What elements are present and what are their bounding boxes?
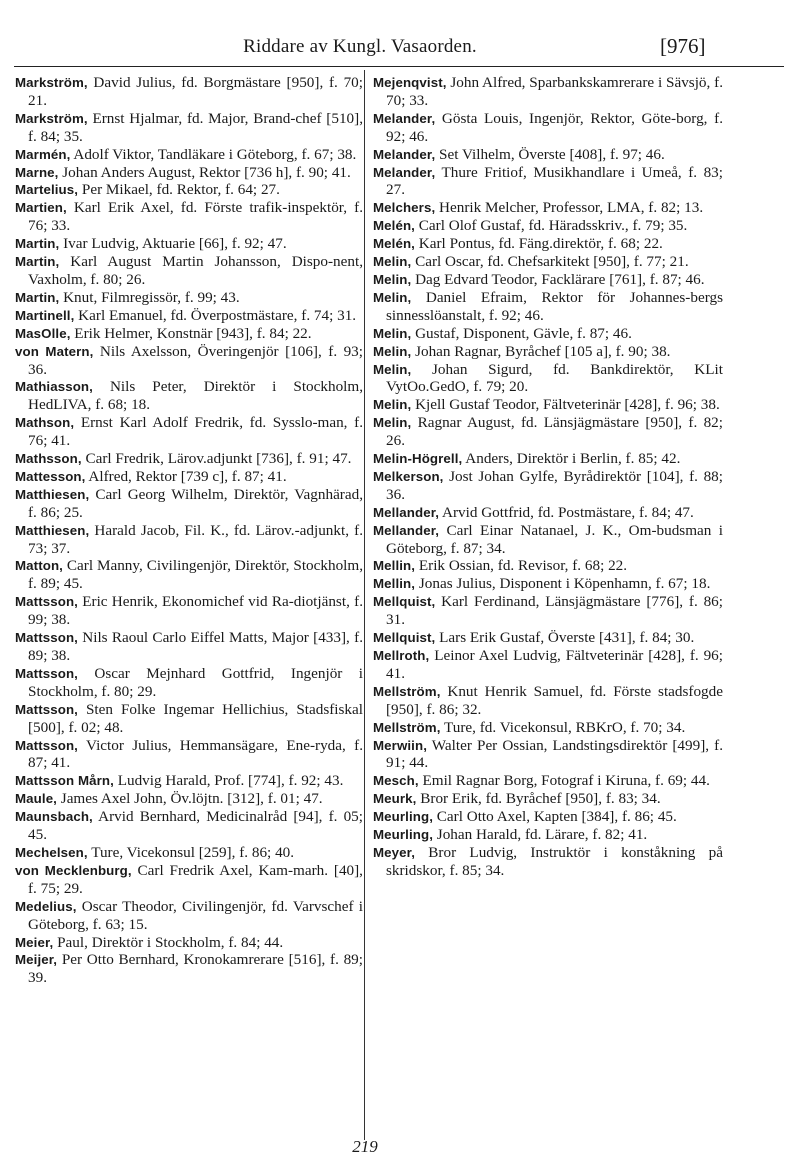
register-entry [15,557,363,593]
entry-details: Carl Georg Wilhelm, Direktör, Vagnhärad, f. 86; 25. [28,485,363,521]
register-entry [15,146,363,164]
entry-details: Erik Helmer, Konstnär [943], f. 84; 22. [70,324,312,342]
register-entry [373,647,723,683]
entry-surname: Meijer, [15,952,58,968]
entry-details: Adolf Viktor, Tandläkare i Göteborg, f. 67; 38. [70,145,357,163]
entry-details: Karl Ferdinand, Länsjägmästare [776], f. 86; 31. [386,593,723,629]
entry-details: Karl Erik Axel, fd. Förste trafik-inspektör, f. 76; 33. [28,199,363,235]
register-entry [15,844,363,862]
entry-details: Arvid Gottfrid, fd. Postmästare, f. 84; 47. [439,503,694,521]
entry-details: Gösta Louis, Ingenjör, Rektor, Göte-borg, f. 92; 46. [386,109,723,145]
register-entry [15,701,363,737]
running-header-title: Riddare av Kungl. Vasaorden. [243,36,477,57]
entry-surname: Mellin, [373,558,416,574]
register-entry [15,898,363,934]
entry-details: Bror Ludvig, Instruktör i konståkning på skridskor, f. 85; 34. [386,843,723,879]
entry-surname: Mellin, [373,576,416,592]
register-entry [373,772,723,790]
entry-surname: Meurling, [373,809,433,825]
entry-details: Per Otto Bernhard, Kronokamrerare [516], f. 89; 39. [28,951,363,987]
entry-surname: Martin, [15,289,60,305]
entry-surname: Marne, [15,164,59,180]
entry-details: Carl Einar Natanael, J. K., Om-budsman i Göteborg, f. 87; 34. [386,521,723,557]
entry-details: Jonas Julius, Disponent i Köpenhamn, f. 67; 18. [415,575,711,593]
entry-surname: Mattsson, [15,665,78,681]
register-entry [15,665,363,701]
entry-details: Alfred, Rektor [739 c], f. 87; 41. [85,467,287,485]
entry-details: Victor Julius, Hemmansägare, Ene-ryda, f. 87; 41. [28,736,363,772]
register-entry [373,110,723,146]
entry-surname: Markström, [15,110,88,126]
register-entry [15,593,363,629]
entry-surname: Mattsson, [15,630,78,646]
register-entry [15,199,363,235]
entry-details: Ernst Hjalmar, fd. Major, Brand-chef [510], f. 84; 35. [28,109,363,145]
register-entry [15,181,363,199]
page-number: 219 [352,1137,378,1156]
entry-details: Thure Fritiof, Musikhandlare i Umeå, f. 83; 27. [386,163,723,199]
entry-surname: Mathsson, [15,451,82,467]
entry-surname: Melin, [373,325,412,341]
entry-details: Ture, Vicekonsul [259], f. 86; 40. [87,843,295,861]
entry-surname: Melin, [373,289,412,305]
entry-surname: Matton, [15,558,63,574]
entry-surname: Mesch, [373,773,419,789]
entry-surname: Matthiesen, [15,486,90,502]
register-entry [15,378,363,414]
entry-details: Arvid Bernhard, Medicinalråd [94], f. 05; 45. [28,808,363,844]
entry-surname: Medelius, [15,898,77,914]
register-entry [373,271,723,289]
entry-details: Carl Oscar, fd. Chefsarkitekt [950], f. 77; 21. [411,253,689,271]
entry-details: Leinor Axel Ludvig, Fältveterinär [428], f. 96; 41. [386,647,723,682]
register-entry [373,826,723,844]
register-entry [15,325,363,343]
right-column [373,74,723,880]
register-entry [373,146,723,164]
entry-details: Emil Ragnar Borg, Fotograf i Kiruna, f. 69; 44. [418,772,710,790]
register-entry [373,235,723,253]
entry-surname: Melin, [373,415,412,431]
register-entry [373,504,723,522]
register-entry [15,253,363,289]
register-entry [15,862,363,898]
register-entry [373,253,723,271]
entry-details: Gustaf, Disponent, Gävle, f. 87; 46. [411,324,632,342]
entry-details: Per Mikael, fd. Rektor, f. 64; 27. [78,181,280,199]
entry-surname: Mellander, [373,504,440,520]
register-entry [15,629,363,665]
entry-surname: von Matern, [15,343,94,359]
register-entry [15,772,363,790]
entry-surname: Mathson, [15,415,75,431]
entry-surname: Markström, [15,75,88,90]
entry-surname: Matthiesen, [15,522,90,538]
register-entry [15,235,363,253]
register-entry [373,199,723,217]
register-entry [373,361,723,397]
entry-details: Walter Per Ossian, Landstingsdirektör [499], f. 91; 44. [386,736,723,772]
entry-details: James Axel John, Öv.löjtn. [312], f. 01; 47. [56,790,323,808]
entry-surname: Mellström, [373,719,441,735]
entry-details: Sten Folke Ingemar Hellichius, Stadsfiskal [500], f. 02; 48. [28,700,363,736]
entry-surname: Melén, [373,218,415,234]
entry-surname: Mellquist, [373,630,436,646]
register-entry [15,164,363,182]
entry-surname: Marmén, [15,146,71,162]
entry-surname: Melén, [373,236,415,252]
entry-surname: Meyer, [373,844,415,860]
entry-surname: MasOlle, [15,325,71,341]
entry-details: Set Vilhelm, Överste [408], f. 97; 46. [435,145,665,163]
entry-details: Kjell Gustaf Teodor, Fältveterinär [428], f. 96; 38. [411,396,720,414]
entry-surname: Mattesson, [15,468,86,484]
entry-surname: Melin, [373,254,412,270]
entry-details: Johan Harald, fd. Lärare, f. 82; 41. [433,826,648,844]
entry-details: Karl August Martin Johansson, Dispo-nent, Vaxholm, f. 80; 26. [28,253,363,288]
entry-details: Nils Peter, Direktör i Stockholm, HedLIVA, f. 68; 18. [28,378,363,414]
header-rule [14,66,784,67]
entry-details: Harald Jacob, Fil. K., fd. Lärov.-adjunkt, f. 73; 37. [28,521,363,557]
register-entry [15,307,363,325]
column-divider [364,70,365,1140]
register-entry [373,790,723,808]
register-entry [373,522,723,558]
entry-surname: Mellander, [373,522,440,538]
entry-details: Carl Fredrik, Lärov.adjunkt [736], f. 91; 47. [81,450,352,468]
register-entry [15,110,363,146]
entry-details: Carl Manny, Civilingenjör, Direktör, Stockholm, f. 89; 45. [28,557,363,593]
entry-surname: Mathiasson, [15,379,93,395]
entry-surname: Melander, [373,164,436,180]
register-entry [373,808,723,826]
register-entry [15,737,363,773]
entry-details: Ludvig Harald, Prof. [774], f. 92; 43. [113,772,344,790]
entry-surname: Meurk, [373,791,417,807]
register-entry [373,719,723,737]
register-entry [15,808,363,844]
entry-details: Johan Anders August, Rektor [736 h], f. 90; 41. [58,163,351,181]
entry-surname: Melander, [373,146,436,162]
entry-surname: Mellquist, [373,594,436,610]
entry-surname: Melin, [373,343,412,359]
entry-surname: Martin, [15,254,60,270]
entry-details: Paul, Direktör i Stockholm, f. 84; 44. [53,933,284,951]
entry-details: Daniel Efraim, Rektor för Johannes-bergs sinnesslöanstalt, f. 92; 46. [386,288,723,324]
register-entry [15,468,363,486]
entry-details: Ture, fd. Vicekonsul, RBKrO, f. 70; 34. [440,718,686,736]
register-entry [373,74,723,110]
entry-surname: Mellroth, [373,648,430,663]
entry-details: Erik Ossian, fd. Revisor, f. 68; 22. [415,557,628,575]
register-entry [15,790,363,808]
running-header-page-ref: [976] [660,34,706,58]
register-entry [15,486,363,522]
register-entry [15,522,363,558]
register-entry [373,396,723,414]
entry-details: Karl Pontus, fd. Fäng.direktör, f. 68; 22. [414,235,663,253]
entry-details: Carl Olof Gustaf, fd. Häradsskriv., f. 79; 35. [414,217,688,235]
entry-surname: Mejenqvist, [373,75,447,90]
entry-details: Anders, Direktör i Berlin, f. 85; 42. [462,450,681,468]
entry-details: Ernst Karl Adolf Fredrik, fd. Sysslo-man, f. 76; 41. [28,414,363,450]
entry-surname: Mattsson, [15,594,78,610]
entry-details: Henrik Melcher, Professor, LMA, f. 82; 13. [435,199,704,217]
register-entry [15,289,363,307]
entry-details: Nils Raoul Carlo Eiffel Matts, Major [433], f. 89; 38. [28,629,363,664]
entry-details: Oscar Mejnhard Gottfrid, Ingenjör i Stockholm, f. 80; 29. [28,664,363,700]
entry-surname: Melchers, [373,200,436,216]
entry-surname: Mellström, [373,683,441,699]
register-entry [15,74,363,110]
register-entry [373,164,723,200]
entry-surname: Melin-Högrell, [373,451,463,467]
entry-details: Knut, Filmregissör, f. 99; 43. [59,288,240,306]
register-entry [373,629,723,647]
register-entry [15,450,363,468]
register-entry [373,557,723,575]
entry-surname: Melin, [373,361,412,377]
entry-surname: Mattsson, [15,701,78,717]
entry-details: Eric Henrik, Ekonomichef vid Ra-diotjänst, f. 99; 38. [28,593,363,629]
entry-surname: Melin, [373,397,412,413]
register-entry [373,844,723,880]
entry-details: Ivar Ludvig, Aktuarie [66], f. 92; 47. [59,235,287,253]
entry-details: Nils Axelsson, Överingenjör [106], f. 93; 36. [28,342,363,378]
entry-details: John Alfred, Sparbankskamrerare i Sävsjö, f. 70; 33. [386,74,723,109]
entry-details: Ragnar August, fd. Länsjägmästare [950], f. 82; 26. [386,414,723,450]
register-entry [15,951,363,987]
register-entry [373,414,723,450]
left-column [15,74,363,987]
entry-details: Johan Sigurd, fd. Bankdirektör, KLit VytOo.GedO, f. 79; 20. [386,360,723,396]
register-entry [373,325,723,343]
entry-surname: Meurling, [373,827,433,843]
entry-surname: von Mecklenburg, [15,862,132,878]
register-entry [373,468,723,504]
entry-surname: Mattsson Mårn, [15,773,114,789]
entry-details: Jost Johan Gylfe, Byrådirektör [104], f. 88; 36. [386,467,723,503]
register-entry [373,343,723,361]
entry-surname: Mechelsen, [15,844,88,860]
entry-details: Lars Erik Gustaf, Överste [431], f. 84; 30. [435,629,695,647]
entry-surname: Melander, [373,110,436,126]
entry-details: David Julius, fd. Borgmästare [950], f. 70; 21. [28,74,363,109]
register-entry [373,450,723,468]
entry-details: Oscar Theodor, Civilingenjör, fd. Varvschef i Göteborg, f. 63; 15. [28,897,363,933]
entry-surname: Meier, [15,934,54,950]
entry-surname: Martien, [15,200,67,216]
entry-surname: Martin, [15,236,60,252]
entry-details: Johan Ragnar, Byråchef [105 a], f. 90; 38. [411,342,671,360]
register-entry [373,289,723,325]
entry-surname: Merwiin, [373,737,427,753]
register-entry [15,343,363,379]
entry-surname: Martinell, [15,307,75,323]
entry-surname: Maunsbach, [15,809,93,825]
entry-details: Bror Erik, fd. Byråchef [950], f. 83; 34. [416,790,661,808]
entry-surname: Maule, [15,791,57,807]
entry-surname: Martelius, [15,182,79,198]
register-entry [15,934,363,952]
entry-details: Dag Edvard Teodor, Facklärare [761], f. 87; 46. [411,270,705,288]
register-entry [373,683,723,719]
entry-surname: Melkerson, [373,468,444,484]
register-entry [373,737,723,773]
entry-details: Karl Emanuel, fd. Överpostmästare, f. 74; 31. [74,306,357,324]
entry-surname: Melin, [373,271,412,287]
register-entry [15,414,363,450]
entry-details: Carl Otto Axel, Kapten [384], f. 86; 45. [433,808,677,826]
register-entry [373,593,723,629]
entry-details: Carl Fredrik Axel, Kam-marh. [40], f. 75; 29. [28,861,363,897]
register-entry [373,217,723,235]
entry-surname: Mattsson, [15,737,78,753]
entry-details: Knut Henrik Samuel, fd. Förste stadsfogde [950], f. 86; 32. [386,682,723,718]
register-entry [373,575,723,593]
